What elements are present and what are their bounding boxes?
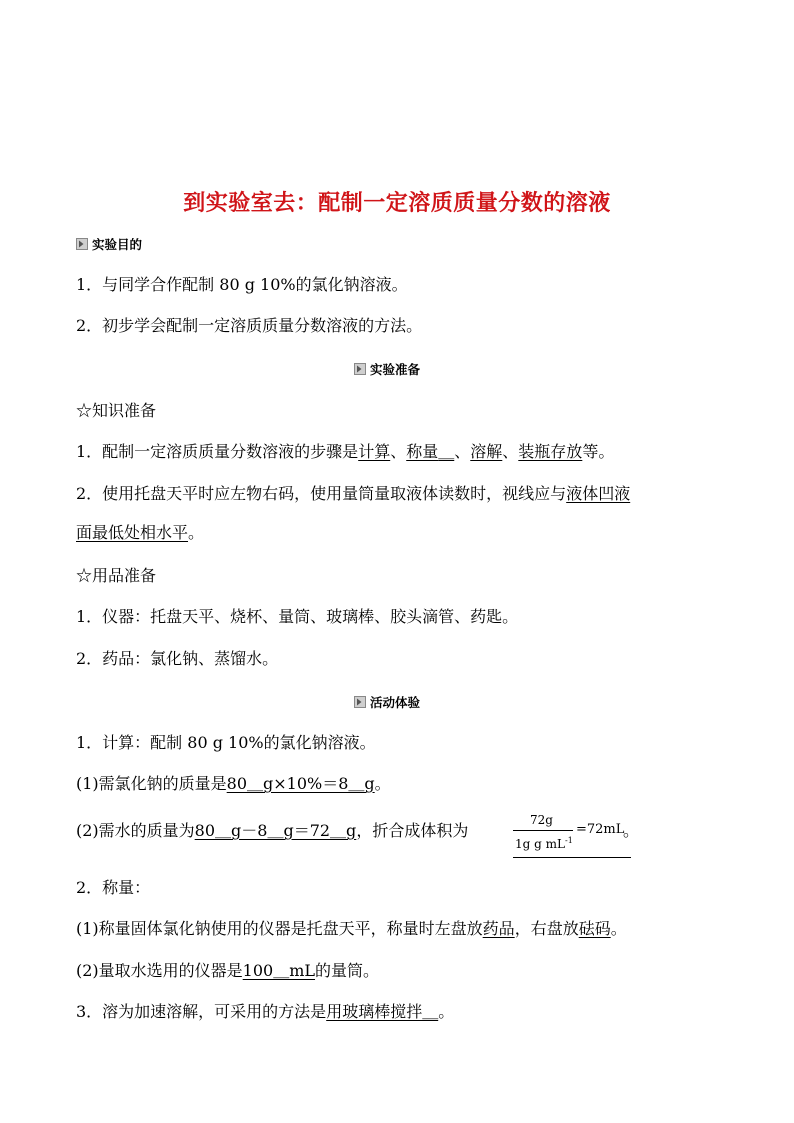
answer-blank: 80＿g－8＿g＝72＿g — [194, 821, 357, 840]
answer-blank: 溶解 — [470, 442, 503, 461]
section-bookmark-icon — [354, 696, 366, 708]
page-title: 到实验室去：配制一定溶质质量分数的溶液 — [183, 191, 611, 216]
answer-underline — [513, 857, 631, 858]
answer-blank: 砝码 — [578, 919, 611, 938]
section-title: 活动体验 — [370, 695, 421, 710]
section-header-activity — [354, 693, 420, 711]
activity-step-3: 3．溶为加速溶解，可采用的方法是用玻璃棒搅拌＿。 — [76, 1002, 455, 1021]
section-bookmark-icon — [354, 363, 366, 375]
answer-blank: 装瓶存放 — [518, 442, 583, 461]
answer-blank: 100＿mL — [242, 961, 316, 980]
activity-step-1a: (1)需氯化钠的质量是80＿g×10%＝8＿g。 — [76, 774, 391, 793]
section-title: 实验准备 — [370, 362, 421, 377]
knowledge-heading: ☆知识准备 — [76, 401, 157, 420]
fraction-numerator: 72g — [530, 813, 553, 827]
purpose-item-1: 1．与同学合作配制 80 g 10%的氯化钠溶液。 — [76, 275, 408, 294]
answer-blank: 称量＿ — [406, 442, 455, 461]
fraction-result: =72mL — [576, 822, 625, 837]
answer-blank: 用玻璃棒搅拌＿ — [326, 1002, 439, 1021]
supplies-heading: ☆用品准备 — [76, 566, 157, 585]
answer-blank: 80＿g×10%＝8＿g — [226, 774, 375, 793]
activity-step-1b: (2)需水的质量为80＿g－8＿g＝72＿g，折合成体积为 — [76, 821, 469, 840]
answer-blank: 面最低处相水平 — [76, 523, 189, 542]
fraction-bar — [513, 830, 573, 831]
supplies-item-1: 1．仪器：托盘天平、烧杯、量筒、玻璃棒、胶头滴管、药匙。 — [76, 607, 519, 626]
activity-step-2: 2．称量： — [76, 878, 151, 897]
fraction-denominator: 1g g $mL^{-1}$ — [515, 836, 573, 851]
purpose-item-2: 2．初步学会配制一定溶质质量分数溶液的方法。 — [76, 316, 423, 335]
activity-step-2b: (2)量取水选用的仪器是100＿mL的量筒。 — [76, 961, 380, 980]
activity-step-1: 1．计算：配制 80 g 10%的氯化钠溶液。 — [76, 733, 376, 752]
knowledge-item-2-cont: 面最低处相水平。 — [76, 523, 205, 542]
supplies-item-2: 2．药品：氯化钠、蒸馏水。 — [76, 649, 279, 668]
section-bookmark-icon — [76, 238, 88, 250]
section-title: 实验目的 — [92, 237, 143, 252]
activity-step-2a: (1)称量固体氯化钠使用的仪器是托盘天平，称量时左盘放药品，右盘放砝码。 — [76, 919, 627, 938]
knowledge-item-1: 1．配制一定溶质质量分数溶液的步骤是计算、称量＿、溶解、装瓶存放等。 — [76, 442, 615, 461]
answer-blank: 药品 — [482, 919, 515, 938]
fraction-suffix: 。 — [623, 821, 640, 840]
answer-blank: 计算 — [358, 442, 391, 461]
knowledge-item-2: 2．使用托盘天平时应左物右码，使用量筒量取液体读数时，视线应与液体凹液 — [76, 484, 631, 503]
section-header-purpose — [76, 235, 142, 253]
section-header-preparation — [354, 360, 420, 378]
answer-blank: 液体凹液 — [566, 484, 631, 503]
